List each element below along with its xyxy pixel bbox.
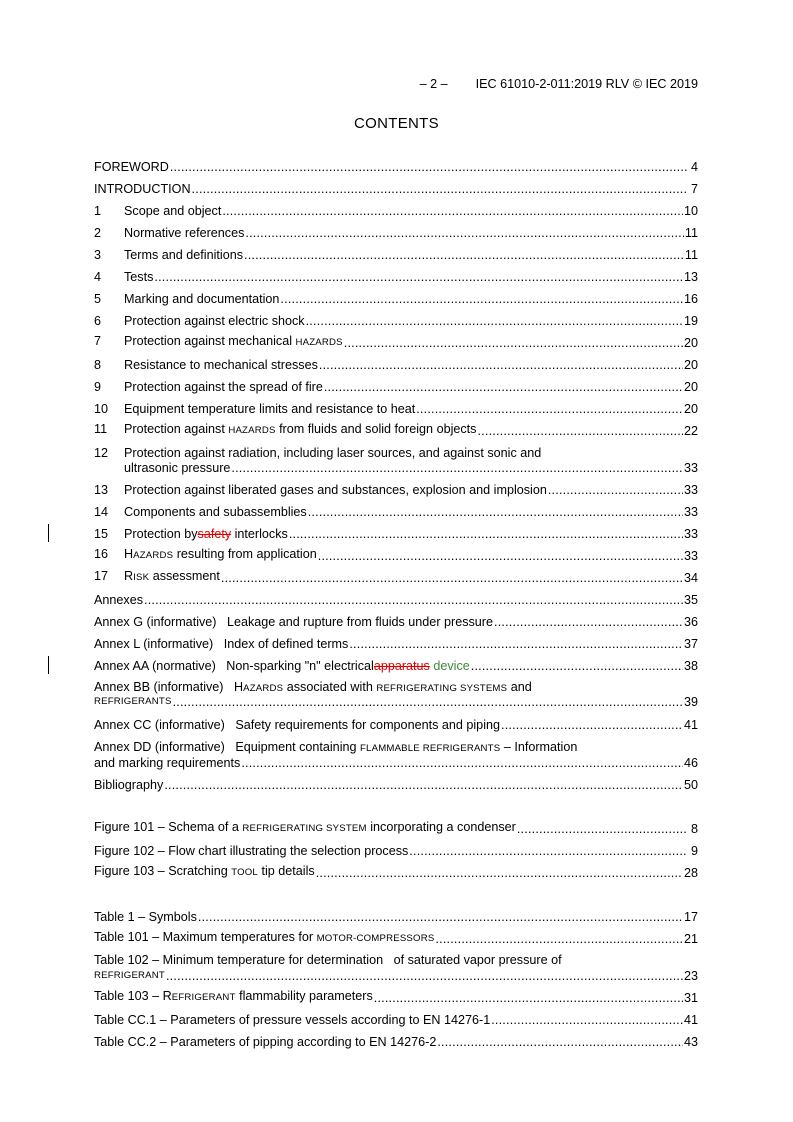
leader-dots: [154, 269, 683, 285]
toc-entry-page: 7: [690, 182, 698, 196]
table-page: 41: [683, 1013, 698, 1027]
clause-number: 9: [94, 380, 102, 394]
clause-number: 2: [94, 226, 102, 240]
leader-dots: [324, 379, 683, 395]
toc-entry-label: Protection against the spread of fire: [124, 380, 323, 394]
toc-entry-foreword[interactable]: [94, 157, 698, 175]
leader-dots: [241, 755, 683, 771]
toc-entry-clause-10[interactable]: [94, 399, 698, 417]
toc-entry-clause-4[interactable]: [94, 267, 698, 285]
toc-entry-page: 33: [683, 483, 698, 497]
defined-term: EFRIGERANT: [171, 992, 236, 1003]
toc-entry-annex-dd[interactable]: [94, 753, 698, 771]
clause-number: 14: [94, 505, 109, 519]
toc-entry-label: Annex G (informative) Leakage and rupture from fluids under pressure: [94, 615, 494, 629]
clause-number: 5: [94, 292, 102, 306]
table-page: 21: [683, 932, 698, 946]
defined-term: ISK: [133, 572, 150, 583]
toc-entry-clause-14[interactable]: [94, 502, 698, 520]
toc-entry-label-start: Protection against: [124, 422, 225, 436]
leader-dots: [164, 777, 683, 793]
toc-entry-label-start: Annex AA (normative) Non-sparking "n" electrical: [94, 659, 374, 673]
defined-term: AZARDS: [243, 683, 284, 694]
leader-dots: [494, 614, 683, 630]
defined-term-initial: H: [233, 680, 244, 694]
change-bar: [48, 524, 49, 542]
toc-entry-clause-9[interactable]: [94, 377, 698, 395]
table-entry-1[interactable]: [94, 907, 698, 925]
toc-entry-page: 20: [683, 336, 698, 350]
leader-dots: [231, 460, 683, 476]
toc-entry-clause-13[interactable]: [94, 480, 698, 498]
toc-entry-label-end: resulting from application: [176, 547, 317, 561]
toc-entry-annex-l[interactable]: [94, 634, 698, 652]
leader-dots: [477, 423, 683, 439]
clause-number: 10: [94, 402, 109, 416]
leader-dots: [170, 159, 687, 175]
clause-number: 17: [94, 569, 109, 583]
toc-entry-label-end: – Information: [503, 740, 578, 754]
leader-dots: [319, 357, 683, 373]
clause-number: 4: [94, 270, 102, 284]
toc-entry-label-end: assessment: [152, 569, 220, 583]
toc-entry-page: 33: [683, 505, 698, 519]
table-label-end: flammability parameters: [239, 989, 373, 1003]
toc-entry-label: Bibliography: [94, 778, 164, 792]
figure-label-start: Figure 103 – Scratching: [94, 864, 228, 878]
toc-entry-bibliography[interactable]: [94, 775, 698, 793]
figure-page: 9: [690, 844, 698, 858]
toc-entry-label: Terms and definitions: [124, 248, 244, 262]
defined-term: HAZARDS: [228, 425, 276, 436]
table-entry-103[interactable]: [94, 988, 698, 1006]
toc-entry-page: 4: [690, 160, 698, 174]
leader-dots: [173, 694, 683, 710]
toc-entry-label: INTRODUCTION: [94, 182, 191, 196]
leader-dots: [192, 181, 687, 197]
toc-entry-label-line1: Protection against radiation, including laser sources, and against sonic and: [124, 446, 542, 460]
toc-entry-label: Annex L (informative) Index of defined terms: [94, 637, 349, 651]
toc-entry-page: 19: [683, 314, 698, 328]
toc-entry-label: Tests: [124, 270, 154, 284]
table-entry-102-line1: Table 102 – Minimum temperature for determination of saturated vapor pressure of: [94, 953, 562, 967]
toc-entry-label-mid: associated with: [286, 680, 373, 694]
figure-label-end: incorporating a condenser: [370, 820, 516, 834]
table-entry-cc1[interactable]: [94, 1010, 698, 1028]
toc-entry-annex-aa[interactable]: [94, 656, 698, 674]
figure-label: Figure 102 – Flow chart illustrating the selection process: [94, 844, 409, 858]
defined-term: REFRIGERANT: [94, 970, 165, 981]
table-page: 43: [683, 1035, 698, 1049]
toc-entry-label: Marking and documentation: [124, 292, 280, 306]
toc-entry-label: Protection against liberated gases and substances, explosion and implosion: [124, 483, 547, 497]
toc-entry-label: Annex CC (informative) Safety requirements for components and piping: [94, 718, 500, 732]
leader-dots: [280, 291, 683, 307]
leader-dots: [344, 335, 683, 351]
toc-entry-clause-7[interactable]: [94, 333, 698, 351]
toc-entry-page: 46: [683, 756, 698, 770]
toc-entry-page: 13: [683, 270, 698, 284]
toc-entry-label-start: Annex BB (informative): [94, 680, 234, 694]
defined-term: REFRIGERATING SYSTEM: [242, 823, 367, 834]
table-entry-101[interactable]: [94, 929, 698, 947]
toc-entry-label: Components and subassemblies: [124, 505, 307, 519]
leader-dots: [374, 990, 683, 1006]
leader-dots: [491, 1012, 683, 1028]
leader-dots: [308, 504, 683, 520]
leader-dots: [501, 717, 683, 733]
toc-entry-annex-g[interactable]: [94, 612, 698, 630]
defined-term: FLAMMABLE REFRIGERANTS: [360, 743, 501, 754]
defined-term: HAZARDS: [295, 337, 343, 348]
deleted-text: safety: [197, 527, 232, 541]
toc-entry-annexes[interactable]: [94, 590, 698, 608]
toc-entry-page: 36: [683, 615, 698, 629]
defined-term: REFRIGERATING SYSTEMS: [376, 683, 508, 694]
toc-entry-clause-6[interactable]: [94, 311, 698, 329]
toc-entry-clause-5[interactable]: [94, 289, 698, 307]
defined-term-initial: R: [124, 569, 134, 583]
toc-entry-annex-bb[interactable]: [94, 692, 698, 710]
clause-number: 12: [94, 446, 109, 460]
toc-entry-label: Annexes: [94, 593, 144, 607]
toc-entry-clause-3[interactable]: [94, 245, 698, 263]
clause-number: 7: [94, 334, 102, 348]
defined-term-initial: H: [124, 547, 134, 561]
toc-entry-page: 37: [683, 637, 698, 651]
clause-number: 1: [94, 204, 102, 218]
clause-number: 16: [94, 547, 109, 561]
table-label-start: Table 103 –: [94, 989, 163, 1003]
table-page: 17: [683, 910, 698, 924]
table-label: Table CC.2 – Parameters of pipping according to EN 14276-2: [94, 1035, 437, 1049]
figure-page: 28: [683, 866, 698, 880]
toc-entry-label: Scope and object: [124, 204, 222, 218]
leader-dots: [318, 548, 683, 564]
toc-entry-label-start: Annex DD (informative) Equipment containing: [94, 740, 357, 754]
leader-dots: [548, 482, 683, 498]
leader-dots: [306, 313, 683, 329]
leader-dots: [166, 968, 683, 984]
leader-dots: [435, 931, 683, 947]
deleted-text: apparatus: [373, 659, 430, 673]
clause-number: 13: [94, 483, 109, 497]
figure-page: 8: [690, 822, 698, 836]
figure-entry-103[interactable]: [94, 863, 698, 881]
clause-number: 3: [94, 248, 102, 262]
figure-entry-102[interactable]: [94, 841, 698, 859]
toc-entry-clause-11[interactable]: [94, 421, 698, 439]
toc-entry-clause-8[interactable]: [94, 355, 698, 373]
toc-entry-label-end: from fluids and solid foreign objects: [279, 422, 477, 436]
toc-entry-page: 33: [683, 549, 698, 563]
defined-term: TOOL: [231, 867, 258, 878]
toc-entry-page: 38: [683, 659, 698, 673]
change-bar: [48, 656, 49, 674]
toc-entry-label-end: interlocks: [234, 527, 288, 541]
toc-entry-page: 20: [683, 402, 698, 416]
leader-dots: [221, 570, 683, 586]
toc-entry-label: and marking requirements: [94, 756, 241, 770]
toc-entry-page: 20: [683, 380, 698, 394]
toc-entry-label: Normative references: [124, 226, 245, 240]
clause-number: 6: [94, 314, 102, 328]
leader-dots: [471, 658, 683, 674]
toc-entry-clause-12[interactable]: [94, 458, 698, 476]
leader-dots: [244, 247, 684, 263]
toc-entry-introduction[interactable]: [94, 179, 698, 197]
toc-entry-label: Protection against mechanical: [124, 334, 293, 348]
table-page: 31: [683, 991, 698, 1005]
defined-term: MOTOR-COMPRESSORS: [316, 933, 435, 944]
toc-entry-page: 10: [683, 204, 698, 218]
toc-entry-page: 22: [683, 424, 698, 438]
toc-entry-label-start: Protection by: [124, 527, 198, 541]
table-entry-cc2[interactable]: [94, 1032, 698, 1050]
toc-entry-page: 20: [683, 358, 698, 372]
defined-term-initial: R: [162, 989, 172, 1003]
leader-dots: [437, 1034, 683, 1050]
clause-number: 11: [94, 422, 108, 436]
toc-entry-label: Protection against electric shock: [124, 314, 305, 328]
toc-entry-page: 33: [683, 527, 698, 541]
toc-entry-clause-2[interactable]: [94, 223, 698, 241]
clause-number: 8: [94, 358, 102, 372]
table-label: Table CC.1 – Parameters of pressure vessels according to EN 14276-1: [94, 1013, 491, 1027]
toc-entry-page: 33: [683, 461, 698, 475]
toc-entry-annex-cc[interactable]: [94, 715, 698, 733]
document-id: IEC 61010-2-011:2019 RLV © IEC 2019: [475, 77, 698, 91]
toc-entry-clause-16[interactable]: [94, 546, 698, 564]
leader-dots: [245, 225, 684, 241]
leader-dots: [409, 843, 687, 859]
leader-dots: [416, 401, 683, 417]
table-entry-102[interactable]: [94, 966, 698, 984]
table-label: Table 1 – Symbols: [94, 910, 197, 924]
toc-entry-clause-17[interactable]: [94, 568, 698, 586]
leader-dots: [316, 865, 683, 881]
toc-entry-clause-1[interactable]: [94, 201, 698, 219]
leader-dots: [349, 636, 683, 652]
toc-entry-label: Equipment temperature limits and resistance to heat: [124, 402, 416, 416]
figure-label-start: Figure 101 – Schema of a: [94, 820, 239, 834]
defined-term: REFRIGERANTS: [94, 696, 172, 707]
clause-number: 15: [94, 527, 109, 541]
toc-entry-label-end: and: [510, 680, 532, 694]
toc-entry-page: 11: [684, 226, 698, 240]
leader-dots: [517, 821, 687, 837]
toc-entry-label: FOREWORD: [94, 160, 169, 174]
inserted-text: device: [433, 659, 470, 673]
figure-label-end: tip details: [261, 864, 315, 878]
defined-term: AZARDS: [133, 550, 174, 561]
toc-entry-page: 41: [683, 718, 698, 732]
toc-entry-page: 50: [683, 778, 698, 792]
leader-dots: [144, 592, 683, 608]
toc-entry-page: 16: [683, 292, 698, 306]
toc-entry-page: 39: [683, 695, 698, 709]
page-header: [94, 77, 698, 91]
toc-entry-clause-15[interactable]: [94, 524, 698, 542]
figure-entry-101[interactable]: [94, 819, 698, 837]
toc-entry-label: Resistance to mechanical stresses: [124, 358, 318, 372]
toc-entry-label: ultrasonic pressure: [124, 461, 231, 475]
leader-dots: [198, 909, 683, 925]
page-number: – 2 –: [419, 77, 448, 91]
leader-dots: [289, 526, 683, 542]
toc-entry-page: 35: [683, 593, 698, 607]
toc-entry-page: 34: [683, 571, 698, 585]
toc-entry-page: 11: [684, 248, 698, 262]
table-label-start: Table 101 – Maximum temperatures for: [94, 930, 314, 944]
leader-dots: [222, 203, 683, 219]
page-title: CONTENTS: [354, 115, 439, 132]
table-page: 23: [683, 969, 698, 983]
